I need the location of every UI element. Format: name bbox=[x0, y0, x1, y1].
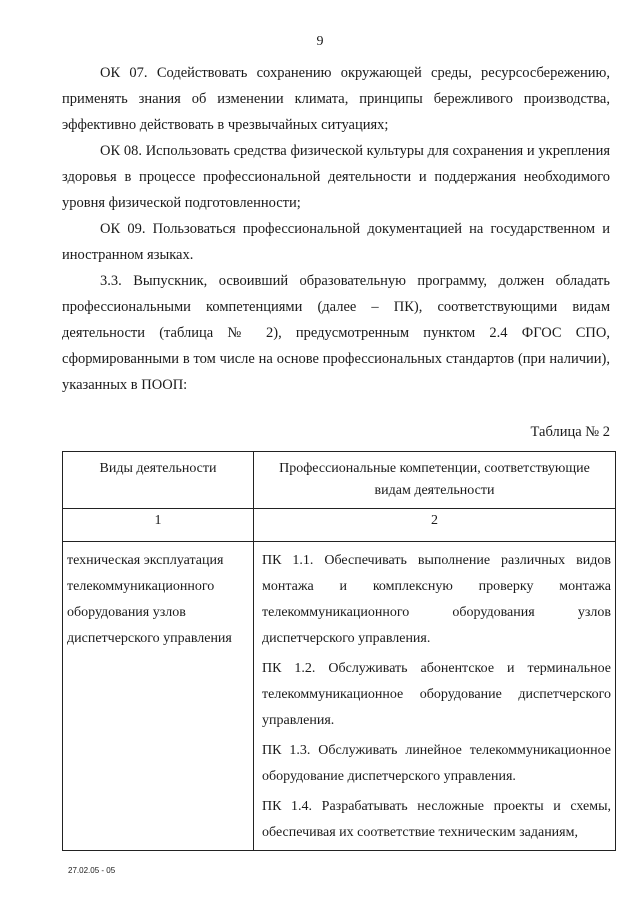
activity-cell: техническая эксплуатация телекоммуникационного оборудования узлов диспетчерского управления bbox=[63, 542, 254, 851]
paragraph-ok07: ОК 07. Содействовать сохранению окружающей среды, ресурсосбережению, применять знания об изменении климата, принципы бережливого производства, эффективно действовать в чрезвычайных ситуациях; bbox=[62, 65, 610, 133]
column-number-1: 1 bbox=[63, 509, 254, 542]
competency-pk-1-2: ПК 1.2. Обслуживать абонентское и терминальное телекоммуникационное оборудование диспетчерского управления. bbox=[262, 661, 611, 728]
footer-code: 27.02.05 - 05 bbox=[68, 866, 116, 875]
competency-pk-1-3: ПК 1.3. Обслуживать линейное телекоммуникационное оборудование диспетчерского управления. bbox=[262, 743, 611, 784]
competencies-table bbox=[62, 451, 616, 851]
column-number-2: 2 bbox=[254, 509, 616, 542]
competency-pk-1-1: ПК 1.1. Обеспечивать выполнение различных видов монтажа и комплексную проверку монтажа телекоммуникационного оборудования узлов диспетчерского управления. bbox=[262, 553, 611, 646]
competencies-cell bbox=[254, 542, 616, 851]
competency-pk-1-4: ПК 1.4. Разрабатывать несложные проекты и схемы, обеспечивая их соответствие техническим заданиям, bbox=[262, 799, 611, 840]
table-label: Таблица № 2 bbox=[530, 424, 610, 440]
table-number-row bbox=[63, 509, 616, 542]
table-row bbox=[63, 542, 616, 851]
header-activity: Виды деятельности bbox=[63, 452, 254, 509]
paragraph-ok09: ОК 09. Пользоваться профессиональной документацией на государственном и иностранном языках. bbox=[62, 221, 610, 263]
header-competencies: Профессиональные компетенции, соответствующие видам деятельности bbox=[254, 452, 616, 509]
paragraph-ok08: ОК 08. Использовать средства физической культуры для сохранения и укрепления здоровья в процессе профессиональной деятельности и поддержания необходимого уровня физической подготовленности; bbox=[62, 143, 610, 211]
document-body bbox=[62, 60, 610, 398]
paragraph-3-3: 3.3. Выпускник, освоивший образовательную программу, должен обладать профессиональными компетенциями (далее – ПК), соответствующими видам деятельности (таблица № 2), предусмотренным пунктом 2.4 ФГОС СПО, сформированными в том числе на основе профессиональных стандартов (при наличии), указанных в ПООП: bbox=[62, 273, 610, 393]
page-number: 9 bbox=[316, 34, 324, 49]
table-header-row bbox=[63, 452, 616, 509]
